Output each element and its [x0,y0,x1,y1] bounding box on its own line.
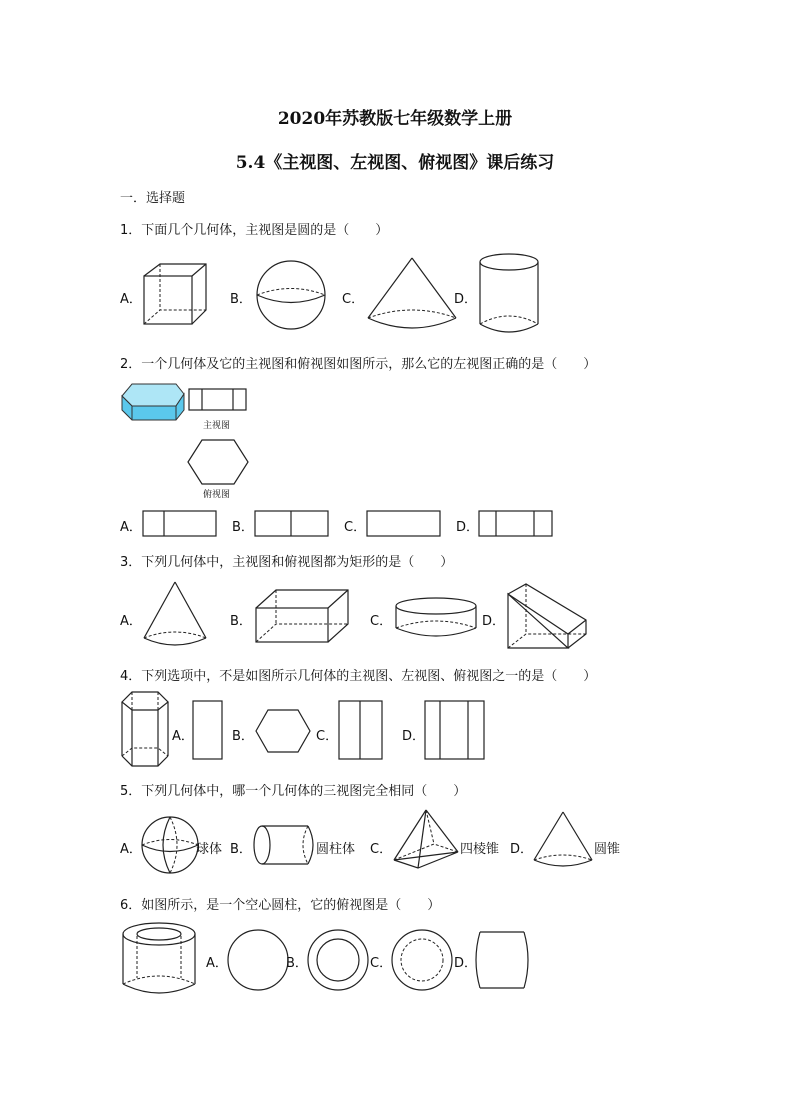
cone-figure-q5 [532,810,594,872]
top-view-label: 俯视图 [203,490,231,500]
short-cylinder-figure [394,596,478,642]
q5-option-c: C． [370,842,393,857]
q4-view-a [192,700,224,762]
q5-cylinder-label: 圆柱体 [316,842,356,857]
q4-view-d [424,700,486,762]
q4-option-d: D． [402,729,426,744]
q5-option-d: D． [510,842,534,857]
top-view-figure [186,438,250,486]
q5-option-b: B． [230,842,252,857]
q6-view-b [306,928,370,992]
q5-option-a: A． [120,842,142,857]
triangular-prism-figure [506,582,588,652]
hexagonal-prism-upright-figure [120,690,172,770]
front-view-figure [188,388,248,412]
cone-figure-q3 [142,580,208,652]
question-3-stem: 3．下列几何体中，主视图和俯视图都为矩形的是（ ） [120,555,454,570]
q2-view-c [366,510,442,538]
q6-view-c [390,928,454,992]
q2-option-a: A． [120,520,142,535]
q4-option-c: C． [316,729,339,744]
hollow-cylinder-figure [120,920,198,998]
q1-option-c: C． [342,292,365,307]
q6-option-a: A． [206,956,228,971]
q3-option-a: A． [120,614,142,629]
q2-option-d: D． [456,520,480,535]
q2-view-d [478,510,554,538]
q5-sphere-label: 球体 [196,842,223,857]
q5-cone-label: 圆锥 [594,842,621,857]
q6-option-d: D． [454,956,478,971]
cuboid-figure [254,588,350,644]
hexagonal-prism-figure [120,382,186,422]
q1-option-b: B． [230,292,252,307]
q3-option-d: D． [482,614,506,629]
page-subtitle: 5.4《主视图、左视图、俯视图》课后练习 [235,153,555,173]
question-5-stem: 5．下列几何体中，哪一个几何体的三视图完全相同（ ） [120,784,467,799]
q4-option-a: A． [172,729,194,744]
cylinder-figure [478,252,540,336]
question-4-stem: 4．下列选项中，不是如图所示几何体的主视图、左视图、俯视图之一的是（ ） [120,669,597,684]
sphere-figure [254,258,328,332]
q5-pyramid-label: 四棱锥 [460,842,500,857]
q3-option-c: C． [370,614,393,629]
q6-option-b: B． [286,956,308,971]
section-heading: 一．选择题 [120,191,186,206]
q6-option-c: C． [370,956,393,971]
q1-option-d: D． [454,292,478,307]
question-6-stem: 6．如图所示，是一个空心圆柱，它的俯视图是（ ） [120,898,441,913]
q2-view-b [254,510,330,538]
cone-figure [366,256,458,332]
front-view-label: 主视图 [203,421,231,431]
q4-view-c [338,700,384,762]
cube-figure [142,262,210,328]
q6-view-d [474,930,530,990]
question-1-stem: 1．下面几个几何体，主视图是圆的是（ ） [120,223,389,238]
q3-option-b: B． [230,614,252,629]
q4-view-b [254,708,312,754]
q6-view-a [226,928,290,992]
sphere-figure-q5 [140,814,200,876]
q2-option-c: C． [344,520,367,535]
question-2-stem: 2．一个几何体及它的主视图和俯视图如图所示，那么它的左视图正确的是（ ） [120,357,597,372]
q1-option-a: A． [120,292,142,307]
lying-cylinder-figure [252,824,318,866]
square-pyramid-figure [392,808,462,870]
q2-view-a [142,510,218,538]
page-title: 2020年苏教版七年级数学上册 [277,109,513,129]
q2-option-b: B． [232,520,254,535]
q4-option-b: B． [232,729,254,744]
